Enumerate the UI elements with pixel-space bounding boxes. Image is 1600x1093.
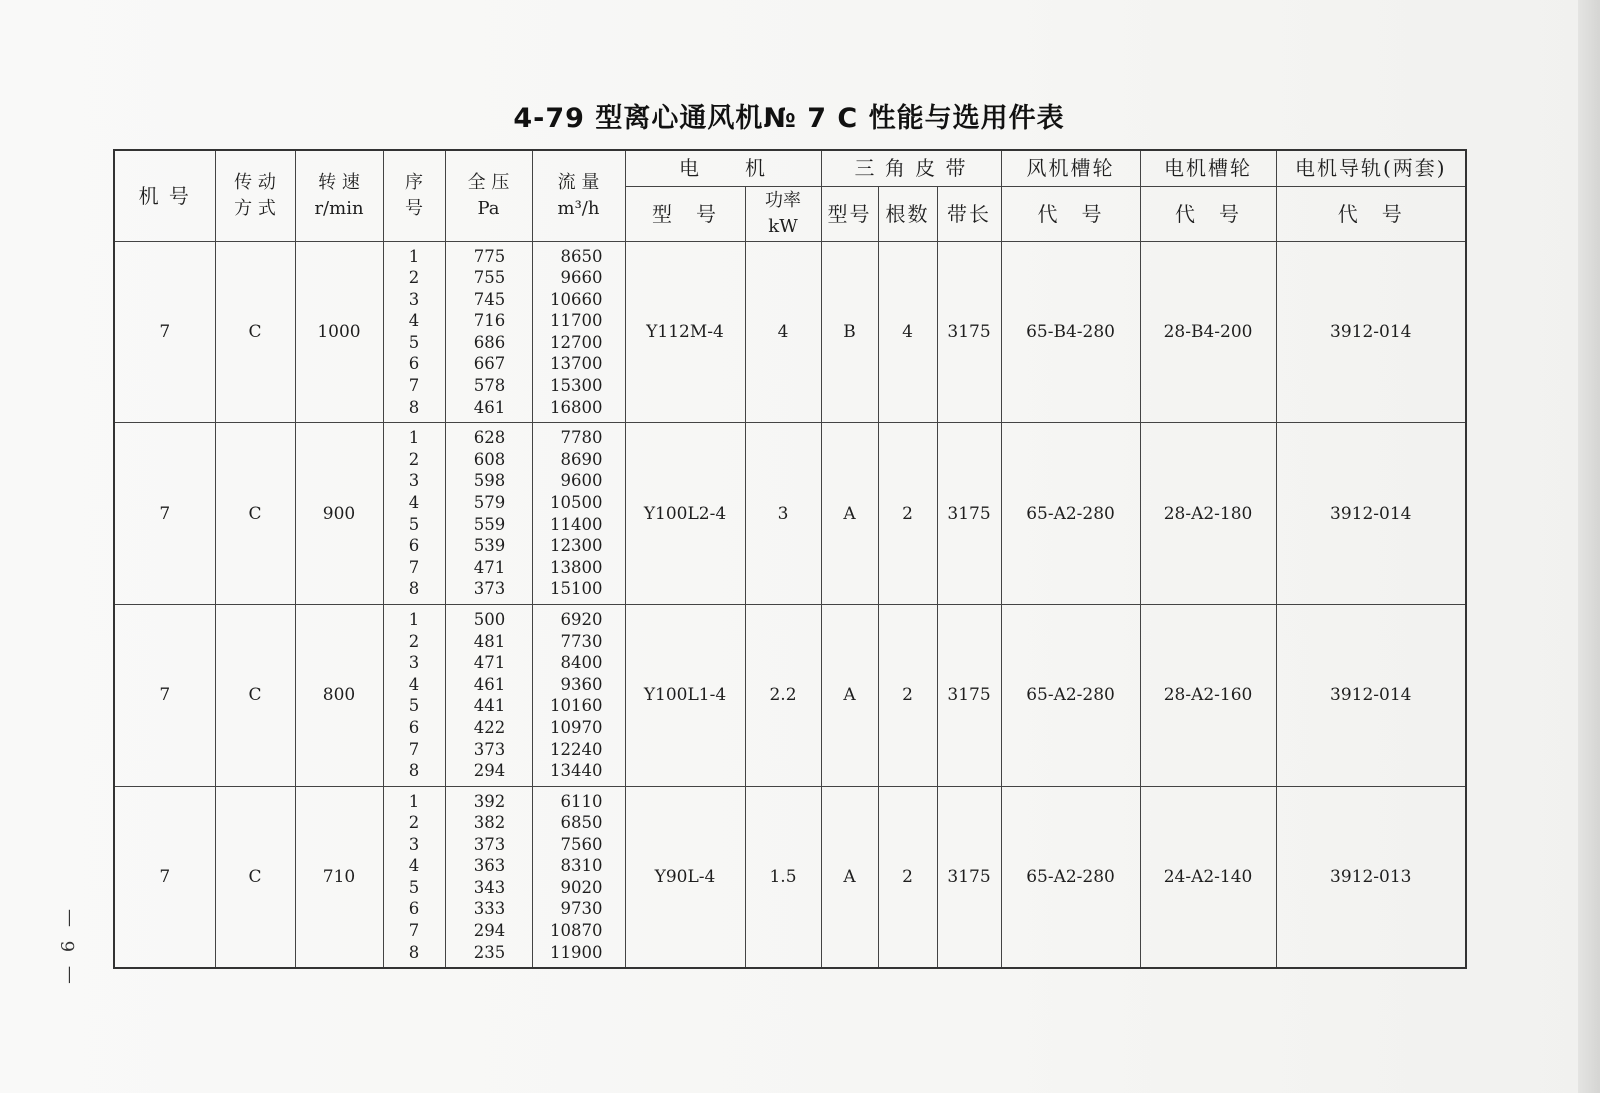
motor-pulley-cell: 28-A2-180 [1140, 423, 1276, 605]
header-v-belt: 三 角 皮 带 [821, 150, 1001, 186]
flow-cell [532, 605, 625, 787]
flow-cell-value: 16800 [550, 397, 603, 417]
flow-cell-value: 11900 [550, 942, 603, 962]
pressure-cell-value: 422 [473, 717, 506, 737]
seq-cell-value: 8 [408, 761, 420, 781]
belt-count-cell: 2 [878, 605, 937, 787]
belt-length-cell: 3175 [937, 241, 1001, 423]
seq-cell-value: 2 [408, 449, 420, 469]
pressure-cell-value: 745 [473, 289, 506, 309]
seq-cell-value: 8 [408, 397, 420, 417]
header-pressure-line1: 全 压 [467, 171, 510, 193]
flow-cell-value: 7730 [560, 631, 603, 651]
seq-cell-value: 6 [408, 899, 420, 919]
header-power-line2: kW [768, 215, 798, 237]
pressure-cell [445, 605, 532, 787]
pressure-cell-value: 461 [473, 674, 506, 694]
belt-type-cell: B [821, 241, 878, 423]
pressure-cell [445, 786, 532, 968]
speed-cell: 710 [295, 786, 383, 968]
flow-cell-value: 7780 [560, 428, 603, 448]
page-number: — 6 — [58, 905, 79, 984]
flow-cell-value: 10660 [550, 289, 603, 309]
flow-cell [532, 786, 625, 968]
pressure-cell-value: 333 [473, 899, 506, 919]
flow-cell-value: 10500 [550, 493, 603, 513]
header-fan-pulley: 风机槽轮 [1001, 150, 1140, 186]
header-pressure-line2: Pa [477, 197, 500, 219]
seq-cell-value: 4 [408, 493, 420, 513]
flow-cell-value: 15300 [550, 376, 603, 396]
header-motor-model: 型 号 [625, 186, 745, 241]
seq-cell-value: 7 [408, 557, 420, 577]
belt-count-cell: 2 [878, 786, 937, 968]
seq-cell-value: 8 [408, 942, 420, 962]
header-fan-pulley-code: 代 号 [1001, 186, 1140, 241]
rail-cell: 3912-013 [1276, 786, 1466, 968]
seq-cell-value: 3 [408, 289, 420, 309]
pressure-cell-value: 343 [473, 877, 506, 897]
belt-length-cell: 3175 [937, 786, 1001, 968]
fan-pulley-cell: 65-A2-280 [1001, 605, 1140, 787]
speed-cell: 900 [295, 423, 383, 605]
pressure-cell-value: 382 [473, 813, 506, 833]
header-belt-type: 型号 [821, 186, 878, 241]
pressure-cell-value: 471 [473, 557, 506, 577]
pressure-cell-value: 373 [473, 739, 506, 759]
pressure-cell-value: 608 [473, 449, 506, 469]
seq-cell-value: 6 [408, 717, 420, 737]
pressure-cell-value: 716 [473, 311, 506, 331]
pressure-cell-value: 461 [473, 397, 506, 417]
header-power-line1: 功率 [765, 189, 801, 211]
seq-cell-value: 7 [408, 376, 420, 396]
pressure-cell-value: 775 [473, 246, 506, 266]
fan-pulley-cell: 65-A2-280 [1001, 423, 1140, 605]
seq-cell-value: 1 [408, 610, 420, 629]
power-cell: 4 [745, 241, 821, 423]
pressure-cell-value: 578 [473, 376, 506, 396]
pressure-cell-value: 579 [473, 493, 506, 513]
belt-type-cell: A [821, 423, 878, 605]
seq-cell-value: 7 [408, 921, 420, 941]
seq-cell-value: 8 [408, 579, 420, 599]
pressure-cell-value: 539 [473, 536, 506, 556]
header-seq [383, 150, 445, 241]
speed-cell: 1000 [295, 241, 383, 423]
fan-pulley-cell: 65-B4-280 [1001, 241, 1140, 423]
header-machine-no: 机 号 [114, 150, 215, 241]
flow-cell-value: 12700 [550, 332, 603, 352]
flow-cell-value: 9660 [560, 268, 603, 288]
seq-cell-value: 4 [408, 311, 420, 331]
header-motor: 电 机 [625, 150, 821, 186]
motor-model-cell: Y100L1-4 [625, 605, 745, 787]
header-rail-code: 代 号 [1276, 186, 1466, 241]
seq-cell-value: 3 [408, 653, 420, 673]
seq-cell-value: 5 [408, 332, 420, 352]
drive-cell: C [215, 786, 295, 968]
motor-model-cell: Y90L-4 [625, 786, 745, 968]
header-power [745, 186, 821, 241]
drive-cell: C [215, 241, 295, 423]
pressure-cell-value: 373 [473, 834, 506, 854]
flow-cell-value: 6850 [560, 813, 603, 833]
performance-table [113, 149, 1467, 969]
seq-cell-value: 3 [408, 834, 420, 854]
pressure-cell [445, 241, 532, 423]
flow-cell-value: 9600 [560, 471, 603, 491]
flow-cell-value: 10870 [550, 921, 603, 941]
header-drive-line2: 方 式 [234, 197, 276, 219]
flow-cell [532, 423, 625, 605]
seq-cell-value: 6 [408, 354, 420, 374]
seq-cell-value: 5 [408, 514, 420, 534]
header-flow-line2: m³/h [557, 197, 600, 219]
pressure-cell-value: 628 [473, 428, 506, 448]
flow-cell-value: 12300 [550, 536, 603, 556]
header-belt-length: 带长 [937, 186, 1001, 241]
header-flow-line1: 流 量 [557, 171, 600, 193]
seq-cell-value: 2 [408, 813, 420, 833]
pressure-cell [445, 423, 532, 605]
rail-cell: 3912-014 [1276, 605, 1466, 787]
flow-cell-value: 9360 [560, 674, 603, 694]
seq-cell-value: 5 [408, 696, 420, 716]
belt-type-cell: A [821, 605, 878, 787]
flow-cell-value: 7560 [560, 834, 603, 854]
header-drive-line1: 传 动 [234, 171, 276, 193]
header-row-1 [114, 150, 1466, 186]
flow-cell-value: 10970 [550, 717, 603, 737]
table-row [114, 423, 1466, 605]
motor-pulley-cell: 28-B4-200 [1140, 241, 1276, 423]
pressure-cell-value: 667 [473, 354, 506, 374]
rail-cell: 3912-014 [1276, 423, 1466, 605]
header-speed-line2: r/min [314, 197, 364, 219]
belt-count-cell: 4 [878, 241, 937, 423]
seq-cell [383, 241, 445, 423]
seq-cell-value: 1 [408, 246, 420, 266]
motor-pulley-cell: 24-A2-140 [1140, 786, 1276, 968]
flow-cell-value: 13440 [550, 761, 603, 781]
flow-cell-value: 9730 [560, 899, 603, 919]
power-cell: 2.2 [745, 605, 821, 787]
header-drive [215, 150, 295, 241]
flow-cell-value: 6110 [560, 791, 603, 811]
seq-cell-value: 2 [408, 631, 420, 651]
fan-pulley-cell: 65-A2-280 [1001, 786, 1140, 968]
header-seq-line2: 号 [405, 197, 423, 219]
seq-cell-value: 5 [408, 877, 420, 897]
pressure-cell-value: 500 [473, 610, 506, 629]
header-speed-line1: 转 速 [318, 171, 360, 193]
header-motor-pulley: 电机槽轮 [1140, 150, 1276, 186]
seq-cell-value: 1 [408, 791, 420, 811]
seq-cell-value: 6 [408, 536, 420, 556]
page-edge-shadow [1578, 0, 1600, 1093]
seq-cell [383, 786, 445, 968]
drive-cell: C [215, 423, 295, 605]
machine-no-cell: 7 [114, 786, 215, 968]
flow-cell-value: 11400 [550, 514, 603, 534]
speed-cell: 800 [295, 605, 383, 787]
table-body [114, 241, 1466, 968]
seq-cell-value: 1 [408, 428, 420, 448]
drive-cell: C [215, 605, 295, 787]
seq-cell [383, 423, 445, 605]
table-row [114, 241, 1466, 423]
pressure-cell-value: 392 [473, 791, 506, 811]
belt-length-cell: 3175 [937, 423, 1001, 605]
header-motor-rail: 电机导轨(两套) [1276, 150, 1466, 186]
belt-length-cell: 3175 [937, 605, 1001, 787]
machine-no-cell: 7 [114, 423, 215, 605]
belt-type-cell: A [821, 786, 878, 968]
flow-cell-value: 13800 [550, 557, 603, 577]
header-pressure [445, 150, 532, 241]
table-row [114, 786, 1466, 968]
pressure-cell-value: 481 [473, 631, 506, 651]
flow-cell-value: 8690 [560, 449, 603, 469]
pressure-cell-value: 598 [473, 471, 506, 491]
flow-cell-value: 12240 [550, 739, 603, 759]
flow-cell-value: 10160 [550, 696, 603, 716]
power-cell: 3 [745, 423, 821, 605]
seq-cell-value: 4 [408, 674, 420, 694]
pressure-cell-value: 686 [473, 332, 506, 352]
header-speed [295, 150, 383, 241]
header-belt-count: 根数 [878, 186, 937, 241]
seq-cell-value: 2 [408, 268, 420, 288]
machine-no-cell: 7 [114, 605, 215, 787]
motor-model-cell: Y112M-4 [625, 241, 745, 423]
flow-cell-value: 15100 [550, 579, 603, 599]
seq-cell-value: 7 [408, 739, 420, 759]
seq-cell [383, 605, 445, 787]
machine-no-cell: 7 [114, 241, 215, 423]
flow-cell-value: 8310 [560, 856, 603, 876]
flow-cell-value: 6920 [560, 610, 603, 629]
pressure-cell-value: 235 [473, 942, 506, 962]
pressure-cell-value: 294 [473, 761, 506, 781]
header-motor-pulley-code: 代 号 [1140, 186, 1276, 241]
table-row [114, 605, 1466, 787]
flow-cell-value: 9020 [560, 877, 603, 897]
header-seq-line1: 序 [405, 171, 423, 193]
table-title: 4-79 型离心通风机№ 7 C 性能与选用件表 [513, 103, 1065, 134]
flow-cell-value: 8650 [560, 246, 603, 266]
header-flow [532, 150, 625, 241]
pressure-cell-value: 441 [473, 696, 506, 716]
power-cell: 1.5 [745, 786, 821, 968]
flow-cell-value: 8400 [560, 653, 603, 673]
flow-cell-value: 11700 [550, 311, 603, 331]
rail-cell: 3912-014 [1276, 241, 1466, 423]
flow-cell [532, 241, 625, 423]
seq-cell-value: 3 [408, 471, 420, 491]
belt-count-cell: 2 [878, 423, 937, 605]
pressure-cell-value: 755 [473, 268, 506, 288]
pressure-cell-value: 294 [473, 921, 506, 941]
pressure-cell-value: 373 [473, 579, 506, 599]
motor-pulley-cell: 28-A2-160 [1140, 605, 1276, 787]
motor-model-cell: Y100L2-4 [625, 423, 745, 605]
pressure-cell-value: 471 [473, 653, 506, 673]
seq-cell-value: 4 [408, 856, 420, 876]
pressure-cell-value: 363 [473, 856, 506, 876]
flow-cell-value: 13700 [550, 354, 603, 374]
pressure-cell-value: 559 [473, 514, 506, 534]
